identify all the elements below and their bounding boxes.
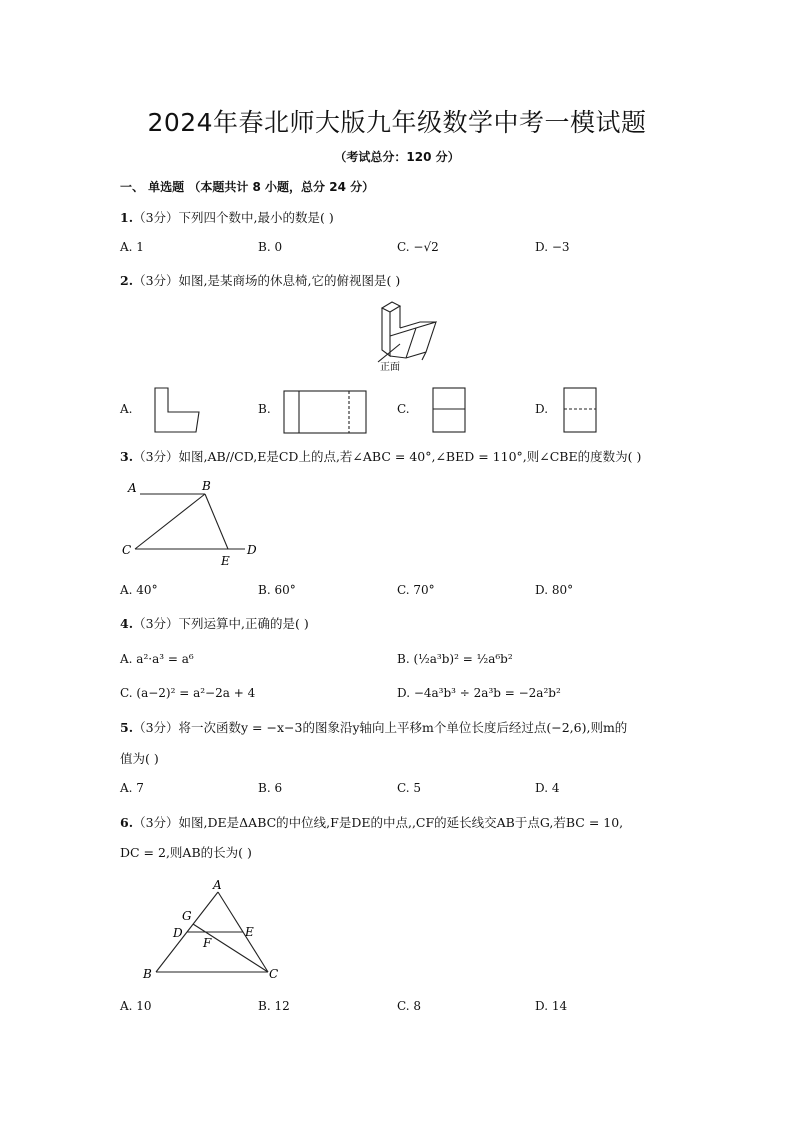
option-c: C. 8: [397, 999, 422, 1013]
question-text: 如图,AB//CD,E是CD上的点,若∠ABC = 40°,∠BED = 110°,则∠CBE的度数为( ): [178, 449, 642, 464]
option-b: B. 12: [258, 999, 290, 1013]
question-score: （3分）: [133, 449, 179, 464]
option-b: B.: [258, 402, 271, 416]
question-text: 下列运算中,正确的是( ): [178, 616, 309, 631]
question-score: （3分）: [133, 720, 179, 735]
point-label: D: [247, 543, 257, 557]
question-6: [120, 813, 623, 831]
point-label: G: [182, 909, 192, 923]
question-4: [120, 614, 309, 632]
point-label: C: [269, 967, 279, 981]
page-title: 2024年春北师大版九年级数学中考一模试题: [147, 108, 647, 137]
question-5: [120, 718, 627, 736]
point-label: B: [202, 479, 211, 493]
question-text: 如图,是某商场的休息椅,它的俯视图是( ): [178, 273, 401, 288]
option-a: A. a²·a³ = a⁶: [120, 652, 194, 666]
question-score: （3分）: [133, 210, 179, 225]
option-a-figure: [150, 386, 205, 436]
question-number: 2.: [120, 273, 134, 288]
question-number: 6.: [120, 815, 134, 830]
option-b: B. 0: [258, 240, 283, 254]
option-b: B. 6: [258, 781, 283, 795]
question-number: 3.: [120, 449, 134, 464]
option-a: A.: [120, 402, 133, 416]
option-a: A. 10: [120, 999, 152, 1013]
question-6-continued: DC = 2,则AB的长为( ): [120, 845, 252, 860]
question-number: 5.: [120, 720, 134, 735]
option-b: B. (½a³b)² = ½a⁶b²: [397, 652, 513, 666]
option-c-figure: [431, 386, 471, 436]
option-b: B. 60°: [258, 583, 296, 597]
option-c: C. −√2: [397, 240, 439, 254]
figure-q6-triangle: [138, 878, 288, 983]
option-a: A. 40°: [120, 583, 158, 597]
point-label: A: [128, 481, 137, 495]
bench-figure: [360, 298, 450, 373]
option-d: D. 14: [535, 999, 568, 1013]
question-score: （3分）: [133, 616, 179, 631]
question-1: [120, 208, 334, 226]
figure-q3-parallel-lines: [120, 476, 270, 571]
exam-total-score: （考试总分：120 分）: [334, 150, 460, 164]
question-score: （3分）: [133, 273, 179, 288]
option-c: C. 70°: [397, 583, 435, 597]
option-a: A. 7: [120, 781, 144, 795]
question-score: （3分）: [133, 815, 179, 830]
option-c: C. (a−2)² = a²−2a + 4: [120, 686, 256, 700]
option-d: D. 4: [535, 781, 560, 795]
point-label: D: [173, 926, 183, 940]
option-d: D. −4a³b³ ÷ 2a³b = −2a²b²: [397, 686, 561, 700]
option-d: D. 80°: [535, 583, 574, 597]
option-d: D. −3: [535, 240, 570, 254]
point-label: A: [213, 878, 222, 892]
question-text: 下列四个数中,最小的数是( ): [178, 210, 334, 225]
figure-label-front: 正面: [380, 362, 400, 373]
option-d: D.: [535, 402, 549, 416]
question-text: 如图,DE是ΔABC的中位线,F是DE的中点,,CF的延长线交AB于点G,若BC = 10,: [178, 815, 624, 830]
point-label: F: [203, 936, 212, 950]
option-c: C. 5: [397, 781, 422, 795]
point-label: E: [221, 554, 230, 568]
question-number: 4.: [120, 616, 134, 631]
section-heading: 一、 单选题 （本题共计 8 小题，总分 24 分）: [120, 180, 375, 194]
option-b-figure: [282, 389, 372, 435]
point-label: E: [245, 925, 254, 939]
option-a: A. 1: [120, 240, 144, 254]
question-3: [120, 447, 641, 465]
option-c: C.: [397, 402, 410, 416]
question-2: [120, 271, 400, 289]
point-label: B: [143, 967, 152, 981]
question-number: 1.: [120, 210, 134, 225]
question-5-continued: 值为( ): [120, 751, 159, 766]
option-d-figure: [562, 386, 602, 436]
point-label: C: [122, 543, 132, 557]
question-text: 将一次函数y = −x−3的图象沿y轴向上平移m个单位长度后经过点(−2,6),则m的: [178, 720, 628, 735]
